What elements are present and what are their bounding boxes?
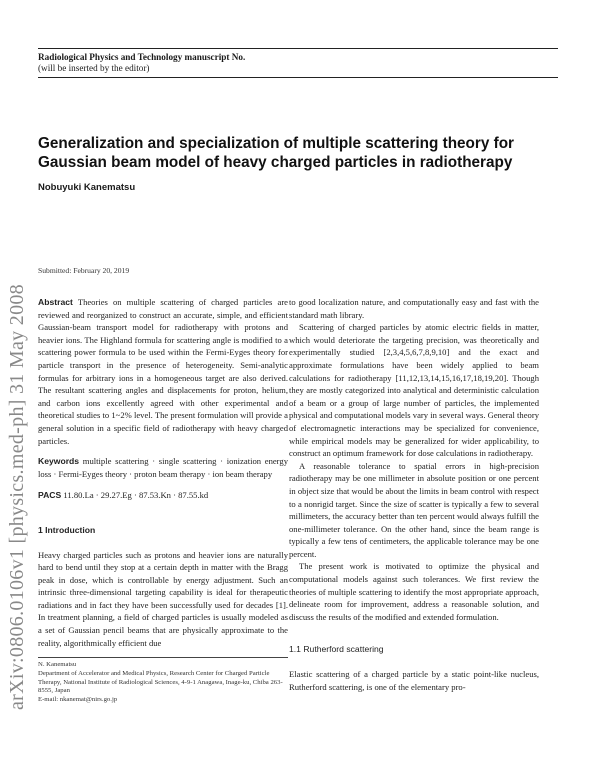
author-name: Nobuyuki Kanematsu [38, 182, 136, 193]
footnote-author: N. Kanematsu [38, 661, 77, 668]
introduction-paragraph-1: Heavy charged particles such as protons and heavier ions are naturally hard to bend until they stop at a certain depth in matter with the Bragg peak in dose, which is controllable by energy adjustment. Such an intrinsic three-dimensional targeting capability is ideal for therapeutic radiations and in fact they have been successfully used for decades [1]. In treatment planning, a field of charged particles is usually modeled as a set of Gaussian pencil beams that are physically approximate to the reality, algorithmically efficient due [38, 549, 288, 648]
journal-name: Radiological Physics and Technology manuscript No. [38, 52, 246, 62]
arxiv-identifier: arXiv:0806.0106v1 [physics.med-ph] 31 May 2008 [6, 284, 28, 710]
pacs-text: 11.80.La · 29.27.Eg · 87.53.Kn · 87.55.kd [61, 490, 209, 501]
abstract-text: Theories on multiple scattering of charged particles are reviewed and reorganized to construct an accurate, simple, and efficient Gaussian-beam transport model for radiotherapy with protons and heavier ions. The Highland formula for scattering angle is modified to a scattering power formula to be used within the Fermi-Eyges theory for particle transport in the presence of heterogeneity. Semi-analytic formulas for arbitrary ions in a homogeneous target are also derived. The resultant scattering angles and displacements for proton, helium, and carbon ions excellently agreed with other experimental and theoretical studies to 1~2% level. The present formulation will provide a general solution in a specific field of radiotherapy with heavy charged particles. [38, 297, 288, 446]
author-footnote [38, 657, 288, 705]
introduction-paragraph-1-cont: to good localization nature, and computationally easy and fast with the standard math library. [289, 297, 539, 320]
footnote-email: E-mail: nkanemat@nirs.go.jp [38, 696, 118, 704]
pacs-paragraph [38, 489, 288, 502]
subsection-heading-rutherford: 1.1 Rutherford scattering [289, 644, 384, 655]
left-column [38, 296, 288, 649]
introduction-paragraph-2: Scattering of charged particles by atomic electric fields in matter, which would deteriorate the targeting precision, was theoretically and experimentally studied [2,3,4,5,6,7,8,9,10] and the exact and approximate formulations have been widely applied to beam calculations for radiotherapy [11,12,13,14,15,16,17,18,19,20]. Though they are mostly categorized into analytical and deterministic calculation of a beam or a group of large number of particles, the implemented physical and computational models vary in several ways. General theory of electromagnetic interactions may be specialized for convenience, while empirical models may be generalized for wider applicability, to construct an optimum framework for dose calculations in radiotherapy. [289, 322, 539, 459]
rutherford-paragraph-1: Elastic scattering of a charged particle by a static point-like nucleus, Rutherford scattering, is one of the elementary pro- [289, 669, 539, 692]
journal-note: (will be inserted by the editor) [38, 63, 150, 73]
footnote-affiliation: Department of Accelerator and Medical Physics, Research Center for Charged Particle Therapy, National Institute of Radiological Sciences, 4-9-1 Anagawa, Inage-ku, Chiba 263-8555, Japan [38, 669, 283, 695]
introduction-paragraph-4: The present work is motivated to optimize the physical and computational models against such tolerances. We first review the theories of multiple scattering to identify the most appropriate approach, delineate room for improvement, address a reasonable solution, and discuss the results of the modified and extended formulation. [289, 561, 539, 622]
keywords-paragraph [38, 455, 288, 480]
section-heading-introduction: 1 Introduction [38, 524, 96, 535]
introduction-paragraph-3: A reasonable tolerance to spatial errors in high-precision radiotherapy may be one millimeter in absolute position or one percent in object size that would be about the limits in beam control with respect to a nonrigid target. Since the size of scatter is typically a few to several millimeters, the accuracy better than ten percent would always fulfill the one-millimeter tolerance. On the other hand, since the beam range is typically a few tens of centimeters, the applicable tolerance may be one percent. [289, 460, 539, 559]
submission-date: Submitted: February 20, 2019 [38, 266, 130, 275]
pacs-label: PACS [38, 490, 62, 501]
abstract-paragraph [38, 296, 288, 447]
abstract-label: Abstract [38, 297, 73, 307]
keywords-label: Keywords [38, 456, 80, 467]
paper-title: Generalization and specialization of multiple scattering theory for Gaussian beam model of heavy charged particles in radiotherapy [38, 135, 514, 171]
journal-header-box [38, 48, 558, 78]
right-column [289, 296, 539, 693]
keywords-text: multiple scattering · single scattering · ionization energy loss · Fermi-Eyges theory · proton beam therapy · ion beam therapy [38, 456, 288, 479]
